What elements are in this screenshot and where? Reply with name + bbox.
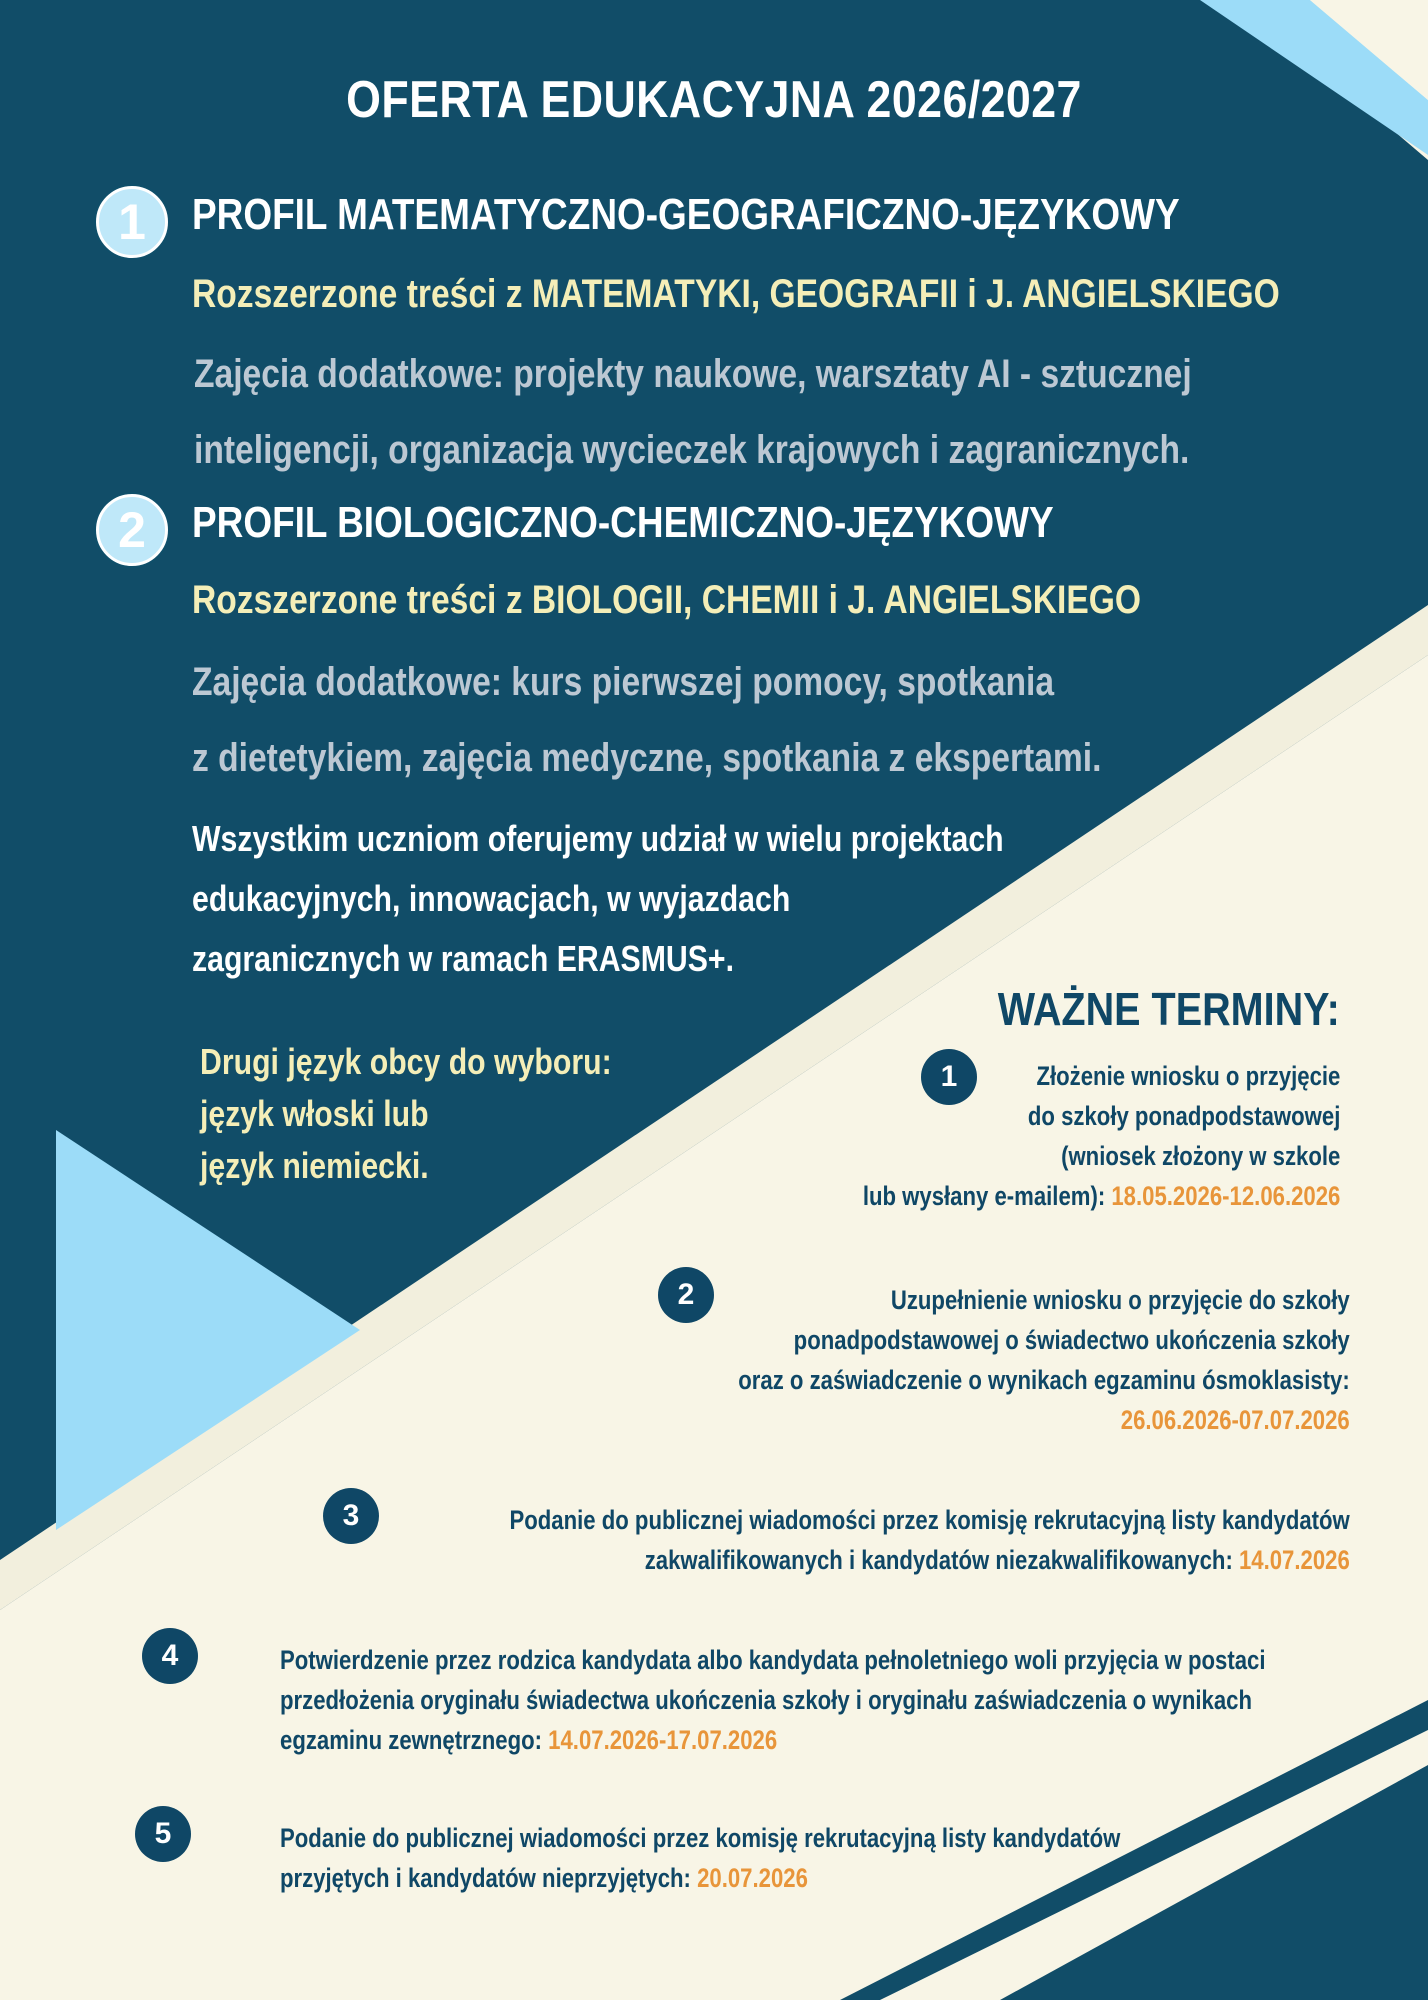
profile-2-number-badge: 2 — [96, 494, 168, 566]
deadline-line: egzaminu zewnętrznego: — [280, 1725, 549, 1755]
deadline-2-number: 2 — [658, 1267, 714, 1323]
deadlines-title: WAŻNE TERMINY: — [997, 983, 1340, 1035]
page-title: OFERTA EDUKACYJNA 2026/2027 — [346, 71, 1082, 129]
second-language-info — [200, 1036, 612, 1192]
deadline-line: do szkoły ponadpodstawowej — [1027, 1101, 1340, 1131]
deadline-1-number: 1 — [921, 1049, 977, 1105]
all-students-offer — [192, 809, 1004, 989]
deadline-line: lub wysłany e-mailem): — [862, 1181, 1112, 1211]
profile-2-extra-line: z dietetykiem, zajęcia medyczne, spotkania z ekspertami. — [192, 736, 1102, 780]
offer-line: Wszystkim uczniom oferujemy udział w wielu projektach — [192, 818, 1004, 859]
profile-1-number-badge: 1 — [96, 186, 168, 258]
deadline-date: 14.07.2026-17.07.2026 — [548, 1725, 778, 1755]
deadline-2-text — [738, 1280, 1350, 1440]
offer-line: edukacyjnych, innowacjach, w wyjazdach — [192, 878, 791, 919]
profile-2-extended-subjects: Rozszerzone treści z BIOLOGII, CHEMII i J. ANGIELSKIEGO — [192, 578, 1142, 622]
deadline-date: 26.06.2026-07.07.2026 — [1121, 1405, 1350, 1435]
deadline-line: Potwierdzenie przez rodzica kandydata albo kandydata pełnoletniego woli przyjęcia w postaci — [280, 1645, 1266, 1675]
deadline-1-text — [862, 1056, 1340, 1216]
language-line: język niemiecki. — [200, 1145, 429, 1186]
language-line: Drugi język obcy do wyboru: — [200, 1041, 612, 1082]
deadline-date: 14.07.2026 — [1239, 1545, 1350, 1575]
deadline-line: Podanie do publicznej wiadomości przez komisję rekrutacyjną listy kandydatów — [280, 1823, 1121, 1853]
deadline-3-number: 3 — [323, 1488, 379, 1544]
deadline-line: Uzupełnienie wniosku o przyjęcie do szkoły — [891, 1285, 1350, 1315]
profile-1-extended-subjects: Rozszerzone treści z MATEMATYKI, GEOGRAFII i J. ANGIELSKIEGO — [192, 272, 1280, 316]
deadline-line: oraz o zaświadczenie o wynikach egzaminu ósmoklasisty: — [738, 1365, 1350, 1395]
deadline-5-number: 5 — [135, 1806, 191, 1862]
deadline-line: Złożenie wniosku o przyjęcie — [1036, 1061, 1340, 1091]
offer-line: zagranicznych w ramach ERASMUS+. — [192, 938, 734, 979]
profile-2-heading: PROFIL BIOLOGICZNO-CHEMICZNO-JĘZYKOWY — [192, 498, 1054, 547]
deadline-line: Podanie do publicznej wiadomości przez komisję rekrutacyjną listy kandydatów — [509, 1505, 1350, 1535]
deadline-line: (wniosek złożony w szkole — [1060, 1141, 1340, 1171]
profile-2-extra-activities — [192, 644, 1101, 796]
deadline-line: przedłożenia oryginału świadectwa ukończenia szkoły i oryginału zaświadczenia o wynikach — [280, 1685, 1252, 1715]
deadline-date: 20.07.2026 — [697, 1863, 808, 1893]
deadline-line: zakwalifikowanych i kandydatów niezakwalifikowanych: — [644, 1545, 1240, 1575]
deadline-4-text — [280, 1640, 1265, 1760]
language-line: język włoski lub — [200, 1093, 429, 1134]
deadline-4-number: 4 — [142, 1628, 198, 1684]
profile-2-extra-line: Zajęcia dodatkowe: kurs pierwszej pomocy, spotkania — [192, 660, 1055, 704]
deadline-line: przyjętych i kandydatów nieprzyjętych: — [280, 1863, 698, 1893]
profile-1-heading: PROFIL MATEMATYCZNO-GEOGRAFICZNO-JĘZYKOWY — [192, 190, 1180, 239]
deadline-line: ponadpodstawowej o świadectwo ukończenia szkoły — [793, 1325, 1350, 1355]
deadline-5-text — [280, 1818, 1120, 1898]
deadline-date: 18.05.2026-12.06.2026 — [1111, 1181, 1340, 1211]
deadline-3-text — [510, 1500, 1350, 1580]
profile-1-extra-line: inteligencji, organizacja wycieczek krajowych i zagranicznych. — [194, 428, 1190, 472]
profile-1-extra-activities — [194, 336, 1192, 488]
profile-1-extra-line: Zajęcia dodatkowe: projekty naukowe, warsztaty AI - sztucznej — [194, 352, 1192, 396]
